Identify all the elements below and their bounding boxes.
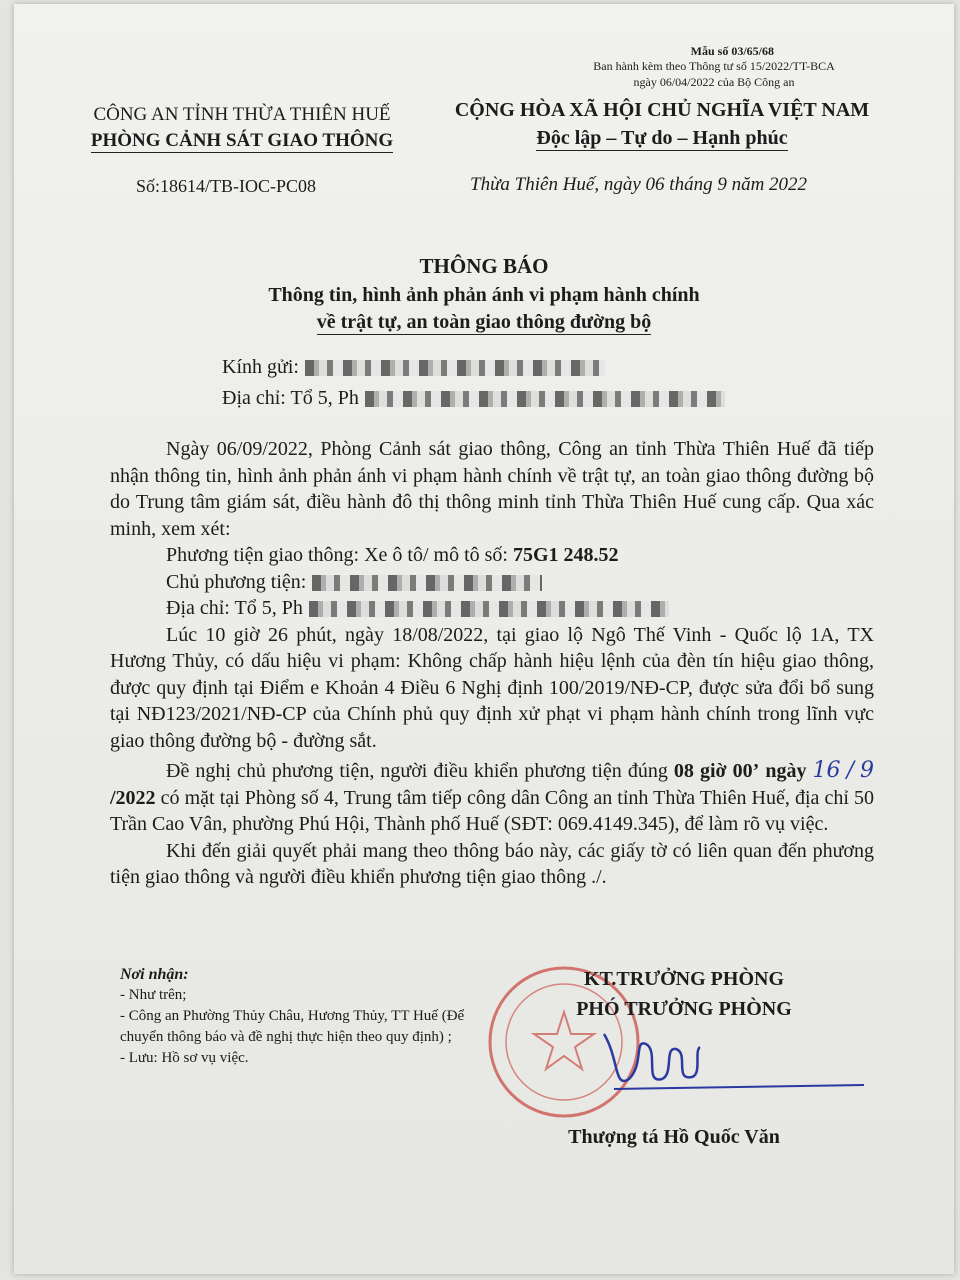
list-item: - Như trên; xyxy=(120,987,187,1003)
list-item: - Lưu: Hồ sơ vụ việc. xyxy=(120,1050,249,1066)
paragraph-documents: Khi đến giải quyết phải mang theo thông báo này, các giấy tờ có liên quan đến phương tiện giao thông và người điều khiển phương tiện giao thông ./. xyxy=(110,839,874,888)
document-number: Số:18614/TB-IOC-PC08 xyxy=(136,176,317,196)
redacted-name xyxy=(305,360,605,376)
org-line-2: PHÒNG CẢNH SÁT GIAO THÔNG xyxy=(90,130,394,151)
org-line-1: CÔNG AN TỈNH THỪA THIÊN HUẾ xyxy=(93,104,391,125)
issued-note: Ban hành kèm theo Thông tư số 15/2022/TT-BCA ngày 06/04/2022 của Bộ Công an xyxy=(593,59,835,89)
signature-title-1: KT.TRƯỞNG PHÒNG xyxy=(584,968,784,990)
notice-body xyxy=(110,436,874,891)
vehicle-line: Phương tiện giao thông: Xe ô tô/ mô tô số: 75G1 248.52 xyxy=(166,544,619,566)
form-number: Mẫu số 03/65/68 xyxy=(690,44,774,58)
issuing-organization xyxy=(72,102,412,154)
recipient-address: Địa chỉ: Tổ 5, Ph xyxy=(222,387,725,410)
handwritten-signature-icon xyxy=(574,1019,874,1099)
motto: Độc lập – Tự do – Hạnh phúc xyxy=(536,127,788,149)
document-page xyxy=(14,4,954,1274)
recipients-heading: Nơi nhận: xyxy=(120,966,189,983)
redacted-owner xyxy=(312,575,542,591)
national-header xyxy=(432,96,892,152)
document-title: THÔNG BÁO xyxy=(419,254,549,278)
paragraph-violation: Lúc 10 giờ 26 phút, ngày 18/08/2022, tại giao lộ Ngô Thế Vinh - Quốc lộ 1A, TX Hương Thủy, có dấu hiệu vi phạm: Không chấp hành hiệu lệnh của đèn tín hiệu giao thông, được quy định tại Điểm e Khoản 4 Điều 6 Nghị định 100/2019/NĐ-CP, được sửa đổi bổ sung tại NĐ123/2021/NĐ-CP của Chính phủ quy định xử phạt vi phạm hành chính trong lĩnh vực giao thông đường bộ - đường sắt. xyxy=(110,623,874,752)
list-item: - Công an Phường Thủy Châu, Hương Thủy, TT Huế (Để chuyển thông báo và đề nghị thực hiện theo quy định) ; xyxy=(120,1008,465,1045)
country-name: CỘNG HÒA XÃ HỘI CHỦ NGHĨA VIỆT NAM xyxy=(454,99,870,121)
handwritten-month: 9 xyxy=(860,758,875,783)
signer-name: Thượng tá Hồ Quốc Văn xyxy=(568,1126,780,1148)
paragraph-summons: Đề nghị chủ phương tiện, người điều khiển phương tiện đúng 08 giờ 00’ ngày 16 / 9 /2022 có mặt tại Phòng số 4, Trung tâm tiếp công dân Công an tỉnh Thừa Thiên Huế, địa chỉ 50 Trần Cao Vân, phường Phú Hội, Thành phố Huế (SĐT: 069.4149.345), để làm rõ vụ việc. xyxy=(110,758,875,835)
handwritten-day: 16 xyxy=(812,758,841,783)
paragraph-intro: Ngày 06/09/2022, Phòng Cảnh sát giao thông, Công an tỉnh Thừa Thiên Huế đã tiếp nhận thông tin, hình ảnh phản ánh vi phạm hành chính về trật tự, an toàn giao thông đường bộ do Trung tâm giám sát, điều hành đô thị thông minh tỉnh Thừa Thiên Huế cung cấp. Qua xác minh, xem xét: xyxy=(110,438,874,540)
owner-line: Chủ phương tiện: xyxy=(110,569,874,596)
signature-block xyxy=(534,964,834,1024)
recipient-to: Kính gửi: xyxy=(222,356,605,379)
date-line: Thừa Thiên Huế, ngày 06 tháng 9 năm 2022 xyxy=(470,174,808,195)
owner-address-line: Địa chỉ: Tổ 5, Ph xyxy=(110,595,874,622)
document-subtitle: Thông tin, hình ảnh phản ánh vi phạm hành chính về trật tự, an toàn giao thông đường bộ xyxy=(268,284,700,333)
vehicle-plate: 75G1 248.52 xyxy=(512,544,619,566)
redacted-address xyxy=(365,391,725,407)
recipients-list xyxy=(120,964,470,1069)
redacted-owner-address xyxy=(309,601,669,617)
signature-title-2: PHÓ TRƯỞNG PHÒNG xyxy=(576,998,792,1020)
